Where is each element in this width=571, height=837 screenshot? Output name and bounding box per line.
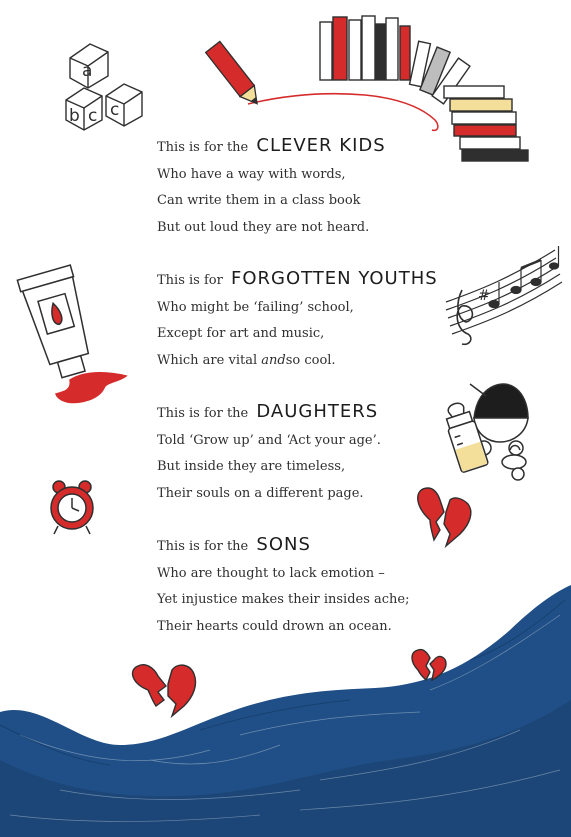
red-thread (248, 94, 438, 131)
stanza-lead-line (157, 532, 457, 561)
poem-line-end: so cool. (285, 352, 336, 368)
pencil-icon (206, 41, 265, 109)
stanza-forgotten-youths (157, 266, 457, 374)
poem-line: Who are thought to lack emotion – (157, 565, 385, 581)
paint-tube-icon (17, 265, 126, 402)
alarm-clock-icon (51, 481, 93, 534)
stanza-clever-kids (157, 133, 457, 241)
stanza-heading: DAUGHTERS (256, 401, 379, 422)
block-letter-a: a (82, 61, 93, 81)
stanza-heading: CLEVER KIDS (256, 135, 386, 156)
stanza-heading: SONS (256, 534, 311, 555)
stanza-lead: This is for the (157, 539, 249, 554)
poem-line (157, 348, 457, 375)
stanza-lead: This is for the (157, 140, 249, 155)
stanza-lead-line (157, 133, 457, 162)
poem-line: Their hearts could drown an ocean. (157, 618, 392, 634)
poem-line: Yet injustice makes their insides ache; (157, 592, 410, 607)
poem-line-emphasis: and (261, 352, 286, 368)
block-letter-c: c (88, 106, 98, 126)
poem-line: Who might be ‘failing’ school, (157, 299, 354, 315)
poem-line-start: Which are vital (157, 352, 262, 368)
stanza-heading: FORGOTTEN YOUTHS (230, 268, 438, 289)
poem-line: But inside they are timeless, (157, 459, 346, 474)
music-notes-icon (446, 246, 562, 344)
stanza-lead: This is for (157, 273, 223, 288)
block-letter-b: b (69, 106, 80, 126)
poem-line: Except for art and music, (157, 326, 325, 341)
stanza-lead: This is for the (157, 406, 249, 421)
svg-text:#: # (478, 288, 490, 304)
block-letter-c2: c (110, 100, 120, 120)
stanza-sons (157, 532, 457, 640)
poem-line: Their souls on a different page. (157, 485, 364, 501)
poem-line: Told ‘Grow up’ and ‘Act your age’. (157, 432, 381, 448)
poem-line: Who have a way with words, (157, 166, 346, 182)
stanza-lead-line (157, 266, 457, 295)
stanza-daughters (157, 399, 457, 507)
poem-line: But out loud they are not heard. (157, 219, 370, 235)
stanza-lead-line (157, 399, 457, 428)
poem-line: Can write them in a class book (157, 193, 361, 208)
broken-heart-icon (133, 665, 196, 716)
